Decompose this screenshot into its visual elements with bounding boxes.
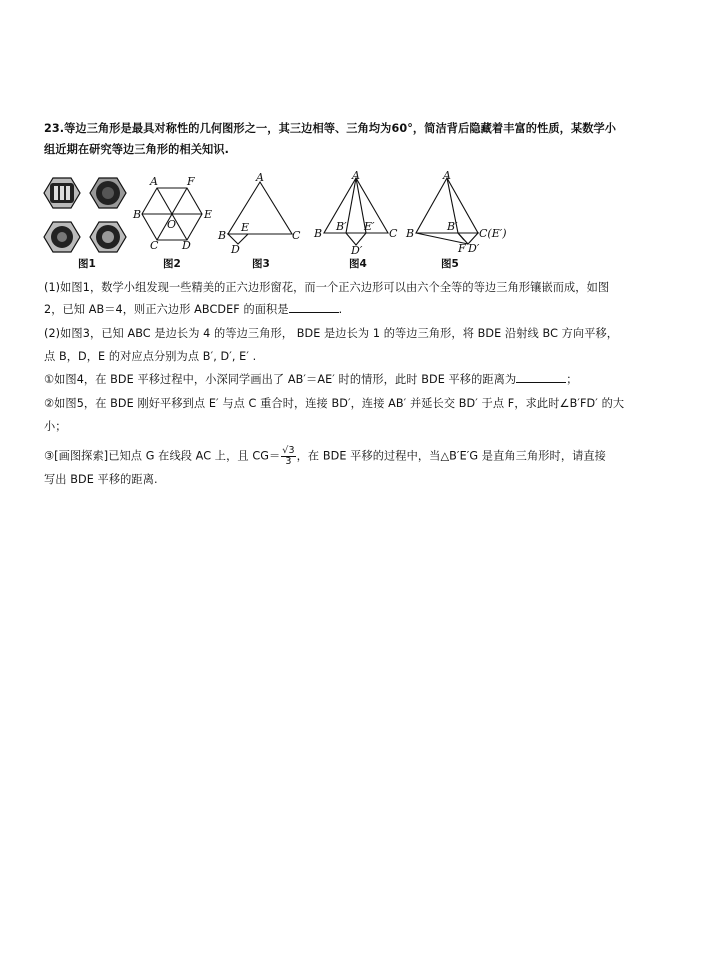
fig4-label-b: B [314, 227, 323, 240]
fig5-label-dp: D′ [468, 242, 480, 255]
cg-fraction-numerator: √3 [282, 445, 295, 456]
fig5-label-b: B [406, 227, 415, 240]
hexagon-flower-1 [44, 178, 80, 208]
figure-1-caption: 图1 [78, 258, 96, 270]
q2-line2: 点 B，D，E 的对应点分别为点 B′, D′, E′ . [44, 350, 257, 363]
fig3-label-d: D [231, 243, 240, 256]
sub1-wrap [44, 372, 578, 388]
figures-row [40, 170, 520, 270]
figure-4-caption: 图4 [349, 258, 367, 270]
cg-fraction-denominator: 3 [285, 456, 292, 467]
fig2-label-e: E [204, 208, 213, 221]
hexagon-flower-2 [90, 178, 126, 208]
fig4-label-c: C [389, 227, 398, 240]
fig2-label-d: D [182, 239, 191, 252]
problem-intro-line2: 组近期在研究等边三角形的相关知识. [44, 143, 229, 156]
fig2-label-a: A [150, 175, 158, 188]
sub1-end: ； [566, 373, 578, 386]
q1-line2-end: . [338, 303, 343, 316]
fig2-label-c: C [150, 239, 159, 252]
figure-2 [142, 188, 202, 240]
sub2-line1: ②如图5，在 BDE 刚好平移到点 E′ 与点 C 重合时，连接 BD′，连接 AB′ 并延长交 BD′ 于点 F，求此时∠B′FD′ 的大 [44, 397, 625, 410]
sub3-text-a: ③[画图探索]已知点 G 在线段 AC 上，且 CG＝ [44, 449, 281, 463]
fig4-label-a: A [352, 170, 360, 182]
sub3-line1 [44, 446, 606, 467]
cg-fraction [281, 446, 295, 467]
figure-1 [44, 178, 126, 270]
fig5-label-bp: B′ [447, 220, 458, 233]
hexagon-flower-3 [44, 222, 80, 252]
figure-2-caption: 图2 [163, 258, 181, 270]
figure-3 [228, 182, 292, 244]
figure-5 [416, 178, 478, 244]
q1-answer-blank[interactable] [289, 302, 339, 313]
sub2-line2: 小； [44, 420, 67, 433]
fig5-label-c-ep: C(E′) [479, 227, 507, 240]
fig5-label-a: A [443, 170, 451, 182]
sub1-text: ①如图4，在 BDE 平移过程中，小深同学画出了 AB′＝AE′ 时的情形，此时 BDE 平移的距离为 [44, 373, 517, 386]
fig2-label-o: O [167, 218, 177, 231]
fig2-label-b: B [133, 208, 142, 221]
fig4-label-dp: D′ [351, 244, 363, 257]
sub1-answer-blank[interactable] [516, 372, 566, 383]
q1-line2: 2，已知 AB＝4，则正六边形 ABCDEF 的面积是 [44, 303, 289, 316]
figure-4 [324, 178, 388, 245]
problem-intro-line1: 23.等边三角形是最具对称性的几何图形之一，其三边相等、三角均为60°，简洁背后隐藏着丰富的性质，某数学小 [44, 122, 617, 135]
q1-line1: (1)如图1，数学小组发现一些精美的正六边形窗花，而一个正六边形可以由六个全等的等边三角形镶嵌而成，如图 [44, 281, 610, 294]
q1-line2-wrap [44, 302, 342, 318]
fig3-label-c: C [292, 229, 301, 242]
fig4-label-ep: E′ [364, 220, 375, 233]
figure-5-caption: 图5 [441, 258, 459, 270]
fig3-label-e: E [241, 221, 250, 234]
fig5-label-f: F [458, 242, 466, 255]
sub3-text-b: ，在 BDE 平移的过程中，当△B′E′G 是直角三角形时，请直接 [296, 449, 606, 463]
sub3-line2: 写出 BDE 平移的距离. [44, 473, 158, 486]
fig3-label-b: B [218, 229, 227, 242]
fig2-label-f: F [187, 175, 195, 188]
fig3-label-a: A [256, 171, 264, 184]
q2-line1: (2)如图3，已知 ABC 是边长为 4 的等边三角形， BDE 是边长为 1 的等边三角形，将 BDE 沿射线 BC 方向平移， [44, 327, 619, 340]
fig4-label-bp: B′ [336, 220, 347, 233]
hexagon-flower-4 [90, 222, 126, 252]
figure-3-caption: 图3 [252, 258, 270, 270]
